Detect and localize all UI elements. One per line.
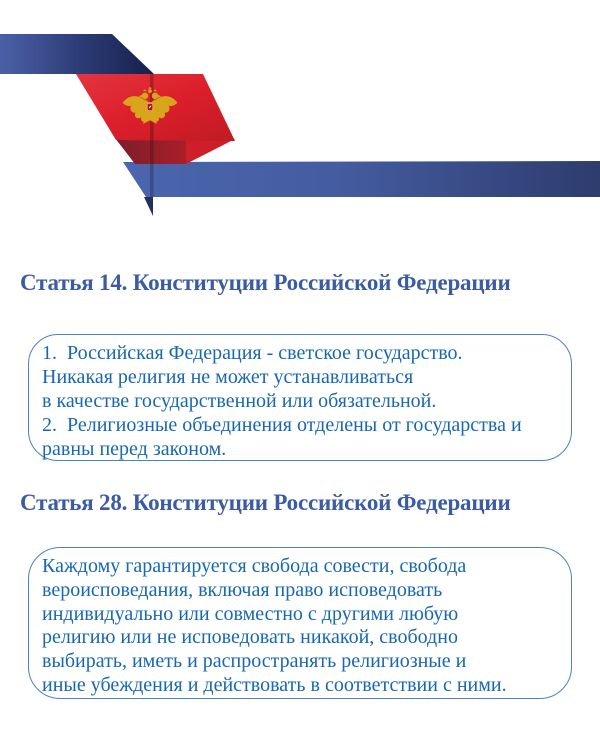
text-line: 2. Религиозные объединения отделены от государства и <box>42 414 522 436</box>
flag-ribbon-graphic <box>0 0 600 230</box>
text-line: выбирать, иметь и распространять религиозные и <box>42 650 467 673</box>
text-line: 1. Российская Федерация - светское государство. <box>42 342 463 364</box>
article-14-heading: Статья 14. Конституции Российской Федерации <box>20 270 511 295</box>
article-28-text-box <box>28 547 572 699</box>
navy-band-top-left <box>0 34 154 74</box>
article-14-text-box <box>28 334 572 461</box>
long-ribbon-band <box>123 161 600 197</box>
text-line: индивидуально или совместно с другими любую <box>42 602 459 625</box>
text-line: вероисповедания, включая право исповедовать <box>42 578 443 601</box>
text-line: Каждому гарантируется свобода совести, свобода <box>42 555 467 577</box>
ribbon-fold-red-wedge <box>186 139 235 164</box>
article-28-heading: Статья 28. Конституции Российской Федерации <box>20 490 511 515</box>
text-line: религию или не исповедовать никакой, свободно <box>42 626 458 649</box>
text-line: равны перед законом. <box>42 438 227 460</box>
text-line: Никакая религия не может устанавливаться <box>42 366 414 388</box>
text-line: иные убеждения и действовать в соответствии с ними. <box>42 673 507 696</box>
text-line: в качестве государственной или обязательной. <box>42 390 437 412</box>
ribbon-tail <box>144 197 153 216</box>
